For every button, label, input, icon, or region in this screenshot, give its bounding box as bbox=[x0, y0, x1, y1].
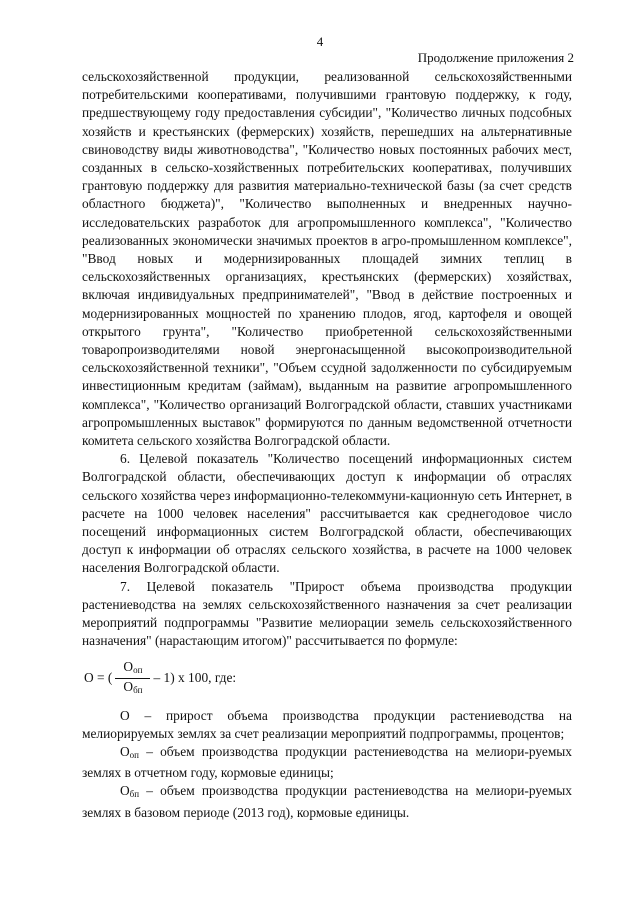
formula bbox=[84, 651, 572, 707]
formula-numerator: $О_{оп}$ bbox=[115, 659, 150, 679]
paragraph-6: 6. Целевой показатель "Количество посещений информационных систем Волгоградской области, обеспечивающих доступ к информации об отраслях сельского хозяйства через информационно-телекоммуни-кационную сеть Интернет, в расчете на 1000 человек населения" рассчитывается как среднегодовое число посещений информационных систем Волгоградской области, обеспечивающих доступ к информации об отраслях сельского хозяйства, в расчете на 1000 человек населения Волгоградской области. bbox=[82, 451, 572, 576]
formula-lhs: О = ( bbox=[84, 670, 113, 686]
definition-o: О – прирост объема производства продукции растениеводства на мелиорируемых землях за счет реализации мероприятий подпрограммы, процентов; bbox=[82, 707, 572, 741]
formula-rhs: – 1) х 100, где: bbox=[153, 670, 237, 686]
definition-o-bp: $О_{бп}$ – объем производства продукции растениеводства на мелиори-руемых землях в базовом периоде (2013 год), кормовые единицы. bbox=[82, 783, 572, 820]
paragraph-indicators-list: сельскохозяйственной продукции, реализованной сельскохозяйственными потребительскими кооперативами, получившими грантовую поддержку, к году, предшествующему году предоставления субсидии", "Количество личных подсобных хозяйств и крестьянских (фермерских) хозяйств, перешедших на альтернативные свиноводству виды животноводства", "Количество новых постоянных рабочих мест, созданных в сельско-хозяйственных потребительских кооперативах, получивших грантовую поддержку для развития материально-технической базы (за счет средств областного бюджета)", "Количество выполненных и внедренных научно-исследовательских разработок для агропромышленного комплекса", "Количество реализованных экономически значимых проектов в агро-промышленном комплексе", "Ввод новых и модернизированных площадей зимних теплиц в сельскохозяйственных организациях, крестьянских (фермерских) хозяйствах, включая индивидуальных предпринимателей", "Ввод в действие построенных и модернизированных мощностей по хранению плодов, ягод, картофеля и овощей открытого грунта", "Количество приобретенной сельскохозяйственными товаропроизводителями новой энергонасыщенной высокопроизводительной сельскохозяйственной техники", "Объем ссудной задолженности по субсидируемым инвестиционным кредитам (займам), выданным на развитие агропромышленного комплекса", "Количество организаций Волгоградской области, ставших участниками агропромышленных выставок" формируются по данным ведомственной отчетности комитета сельского хозяйства Волгоградской области. bbox=[82, 69, 572, 449]
definition-o-op: $О_{оп}$ – объем производства продукции растениеводства на мелиори-руемых землях в отчетном году, кормовые единицы; bbox=[82, 743, 572, 781]
formula-denominator: $О_{бп}$ bbox=[123, 679, 143, 695]
continuation-label: Продолжение приложения 2 bbox=[417, 50, 574, 65]
formula-fraction bbox=[115, 659, 150, 698]
document-body bbox=[82, 68, 572, 822]
paragraph-7: 7. Целевой показатель "Прирост объема производства продукции растениеводства на землях сельскохозяйственного назначения за счет реализации мероприятий подпрограммы "Развитие мелиорации земель сельскохозяйственного назначения" (нарастающим итогом)" рассчитывается по формуле: bbox=[82, 578, 572, 649]
page-number: 4 bbox=[316, 34, 324, 49]
